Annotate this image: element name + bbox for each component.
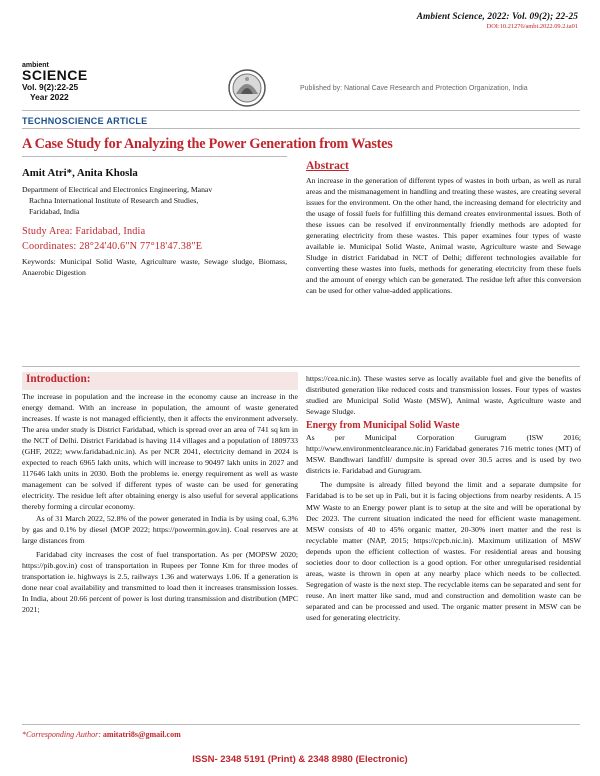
affiliation-line: Department of Electrical and Electronics Engineering, Manav	[22, 185, 213, 194]
study-area-block	[22, 224, 202, 254]
author-list: Amit Atri*, Anita Khosla	[22, 167, 138, 179]
coordinates: Coordinates: 28°24'40.6"N 77°18'47.38"E	[22, 241, 203, 252]
logo-year: Year 2022	[30, 92, 69, 102]
affiliation-line: Faridabad, India	[29, 207, 80, 216]
corresponding-author	[22, 730, 181, 739]
issn-footer: ISSN- 2348 5191 (Print) & 2348 8980 (Electronic)	[192, 754, 408, 765]
left-column	[22, 391, 298, 615]
intro-paragraph: https://cea.nic.in). These wastes serve as locally available fuel and give the benefits of distributed generation like reduced costs and transmission losses. Four types of wastes studied are Municipal Solid Waste (MSW), Animal waste, Agriculture waste and Sewage Sludge.	[306, 374, 581, 417]
abstract-divider	[22, 366, 580, 367]
article-title: A Case Study for Analyzing the Power Generation from Wastes	[22, 136, 393, 152]
section-divider	[22, 128, 580, 129]
corresponding-email[interactable]: amitatri8s@gmail.com	[102, 730, 181, 739]
footer-divider	[22, 724, 580, 725]
journal-logo	[22, 62, 88, 102]
doi-link[interactable]: DOI:10.21276/ambi.2022.09.2.ta01	[486, 23, 578, 30]
publisher-line: Published by: National Cave Research and Protection Organization, India	[300, 85, 528, 92]
abstract-paragraph: An increase in the generation of different types of wastes in both urban, as well as rural areas and the mismanagement in handling and treating these wastes, are creating several issues for the environment. On the other hand, the increasing demand for electricity and the usage of fossil fuels for fulfilling this demand creates environmental issues. Both of these issues can be resolved if environmentally friendly methods are adopted for generating electricity from these wastes. This paper examines four types of waste available ie. Municipal Solid Waste, Animal waste, Agriculture waste and Sewage Sludge in district Faridabad in NCT of Delhi; different technologies available for converting these wastes into fuels, methods for generating electricity from these fuels and the amount of energy which can be generated. The residue left after this conversion can be used for other value-added applications.	[306, 176, 581, 296]
right-column	[306, 373, 581, 623]
journal-header	[417, 12, 578, 30]
msw-paragraph: As per Municipal Corporation Gurugram (ISW 2016; http://www.environmentclearance.nic.in) Faridabad generates 716 metric tones (MT) of MSW. Bandhwari landfill/ dumpsite is spread over 30.5 acres and is used by two districts ie. Faridabad and Gurugram.	[306, 433, 581, 476]
study-area: Study Area: Faridabad, India	[22, 226, 146, 237]
logo-science: SCIENCE	[22, 67, 88, 83]
section-label: TECHNOSCIENCE ARTICLE	[22, 116, 148, 126]
organization-emblem-icon	[226, 68, 268, 108]
affiliation	[22, 184, 287, 217]
journal-citation: Ambient Science, 2022: Vol. 09(2); 22-25	[416, 12, 578, 22]
intro-paragraph: The increase in population and the increase in the economy cause an increase in the energy demand. With an increase in population, the amount of waste generated increases. If waste is not managed efficiently, then it affects the environment adversely. The area under study is District Faridabad, which is spread over an area of 741 sq km in the NCT of Delhi. District Faridabad is having 114 villages and a population of 1809733 (GHF, 2022; www.faridabad.nic.in). As per NCR 2041, electricity demand in 2024 is expected to reach 6965 lakh units, which will increase to 90497 lakh units in 2027 and 117646 lakh units in 2030. Both the problems ie. energy requirement as well as waste management can be solved if different types of waste can be used for generating electricity. The residue left after obtaining energy is also useful for several applications thereby forming a circular economy.	[22, 392, 298, 512]
msw-paragraph: The dumpsite is already filled beyond the limit and a separate dumpsite for Faridabad is to be set up in Pali, but it is facing objections from nearby residents. A 15 MW Waste to an Energy power plant is to setup at the site and will be operational by Dec 2023. The current situation indicated the need for efficient waste management. MSW consists of 40 to 45% organic matter, 20-30% inert matter and the rest is recyclable matter (NAP, 2015; https://cpcb.nic.in). Maximum utilization of MSW depends upon the efficient collection of wastes. For residential areas and housing societies door to door collection is a good option. For other unregularised residential areas, waste is thrown in open at any nearby place which needs to be collected. Segregation of waste is the next step. The recyclable items can be separated and sent for reuse. An inert matter like sand, mud and construction and demolition waste can be separated and can be processed and used. The organic matter present in MSW can be used for generating electricity.	[306, 480, 581, 622]
msw-heading: Energy from Municipal Solid Waste	[306, 420, 460, 432]
abstract-heading: Abstract	[306, 160, 349, 172]
affiliation-line: Rachna International Institute of Research and Studies,	[29, 196, 199, 205]
logo-ambient: ambient	[22, 62, 49, 69]
intro-heading: Introduction:	[26, 373, 91, 385]
corresponding-label: *Corresponding Author:	[22, 730, 101, 739]
keywords: Keywords: Municipal Solid Waste, Agriculture waste, Sewage sludge, Biomass, Anaerobic Digestion	[22, 257, 287, 277]
title-divider	[22, 156, 287, 157]
abstract-text	[306, 175, 581, 297]
intro-paragraph: Faridabad city increases the cost of fuel transportation. As per (MOPSW 2020; https://pib.gov.in) cost of transportation in Rupees per Tonne Km for three modes of transportation ie. highways is 2.5, railways 1.36 and waterways 1.06. If a generation is done near coal availability and transmitted to load then it increases transmission losses. In India, about 20.66 percent of power is lost during transmission and distribution (MPC 2021;	[22, 549, 298, 614]
intro-paragraph: As of 31 March 2022, 52.8% of the power generated in India is by using coal, 6.3% by gas and 0.1% by diesel (MOP 2022; https://powermin.gov.in). Coal reserves are at large distances from	[22, 513, 298, 545]
header-divider	[22, 110, 580, 111]
logo-volume: Vol. 9(2):22-25	[22, 82, 79, 92]
